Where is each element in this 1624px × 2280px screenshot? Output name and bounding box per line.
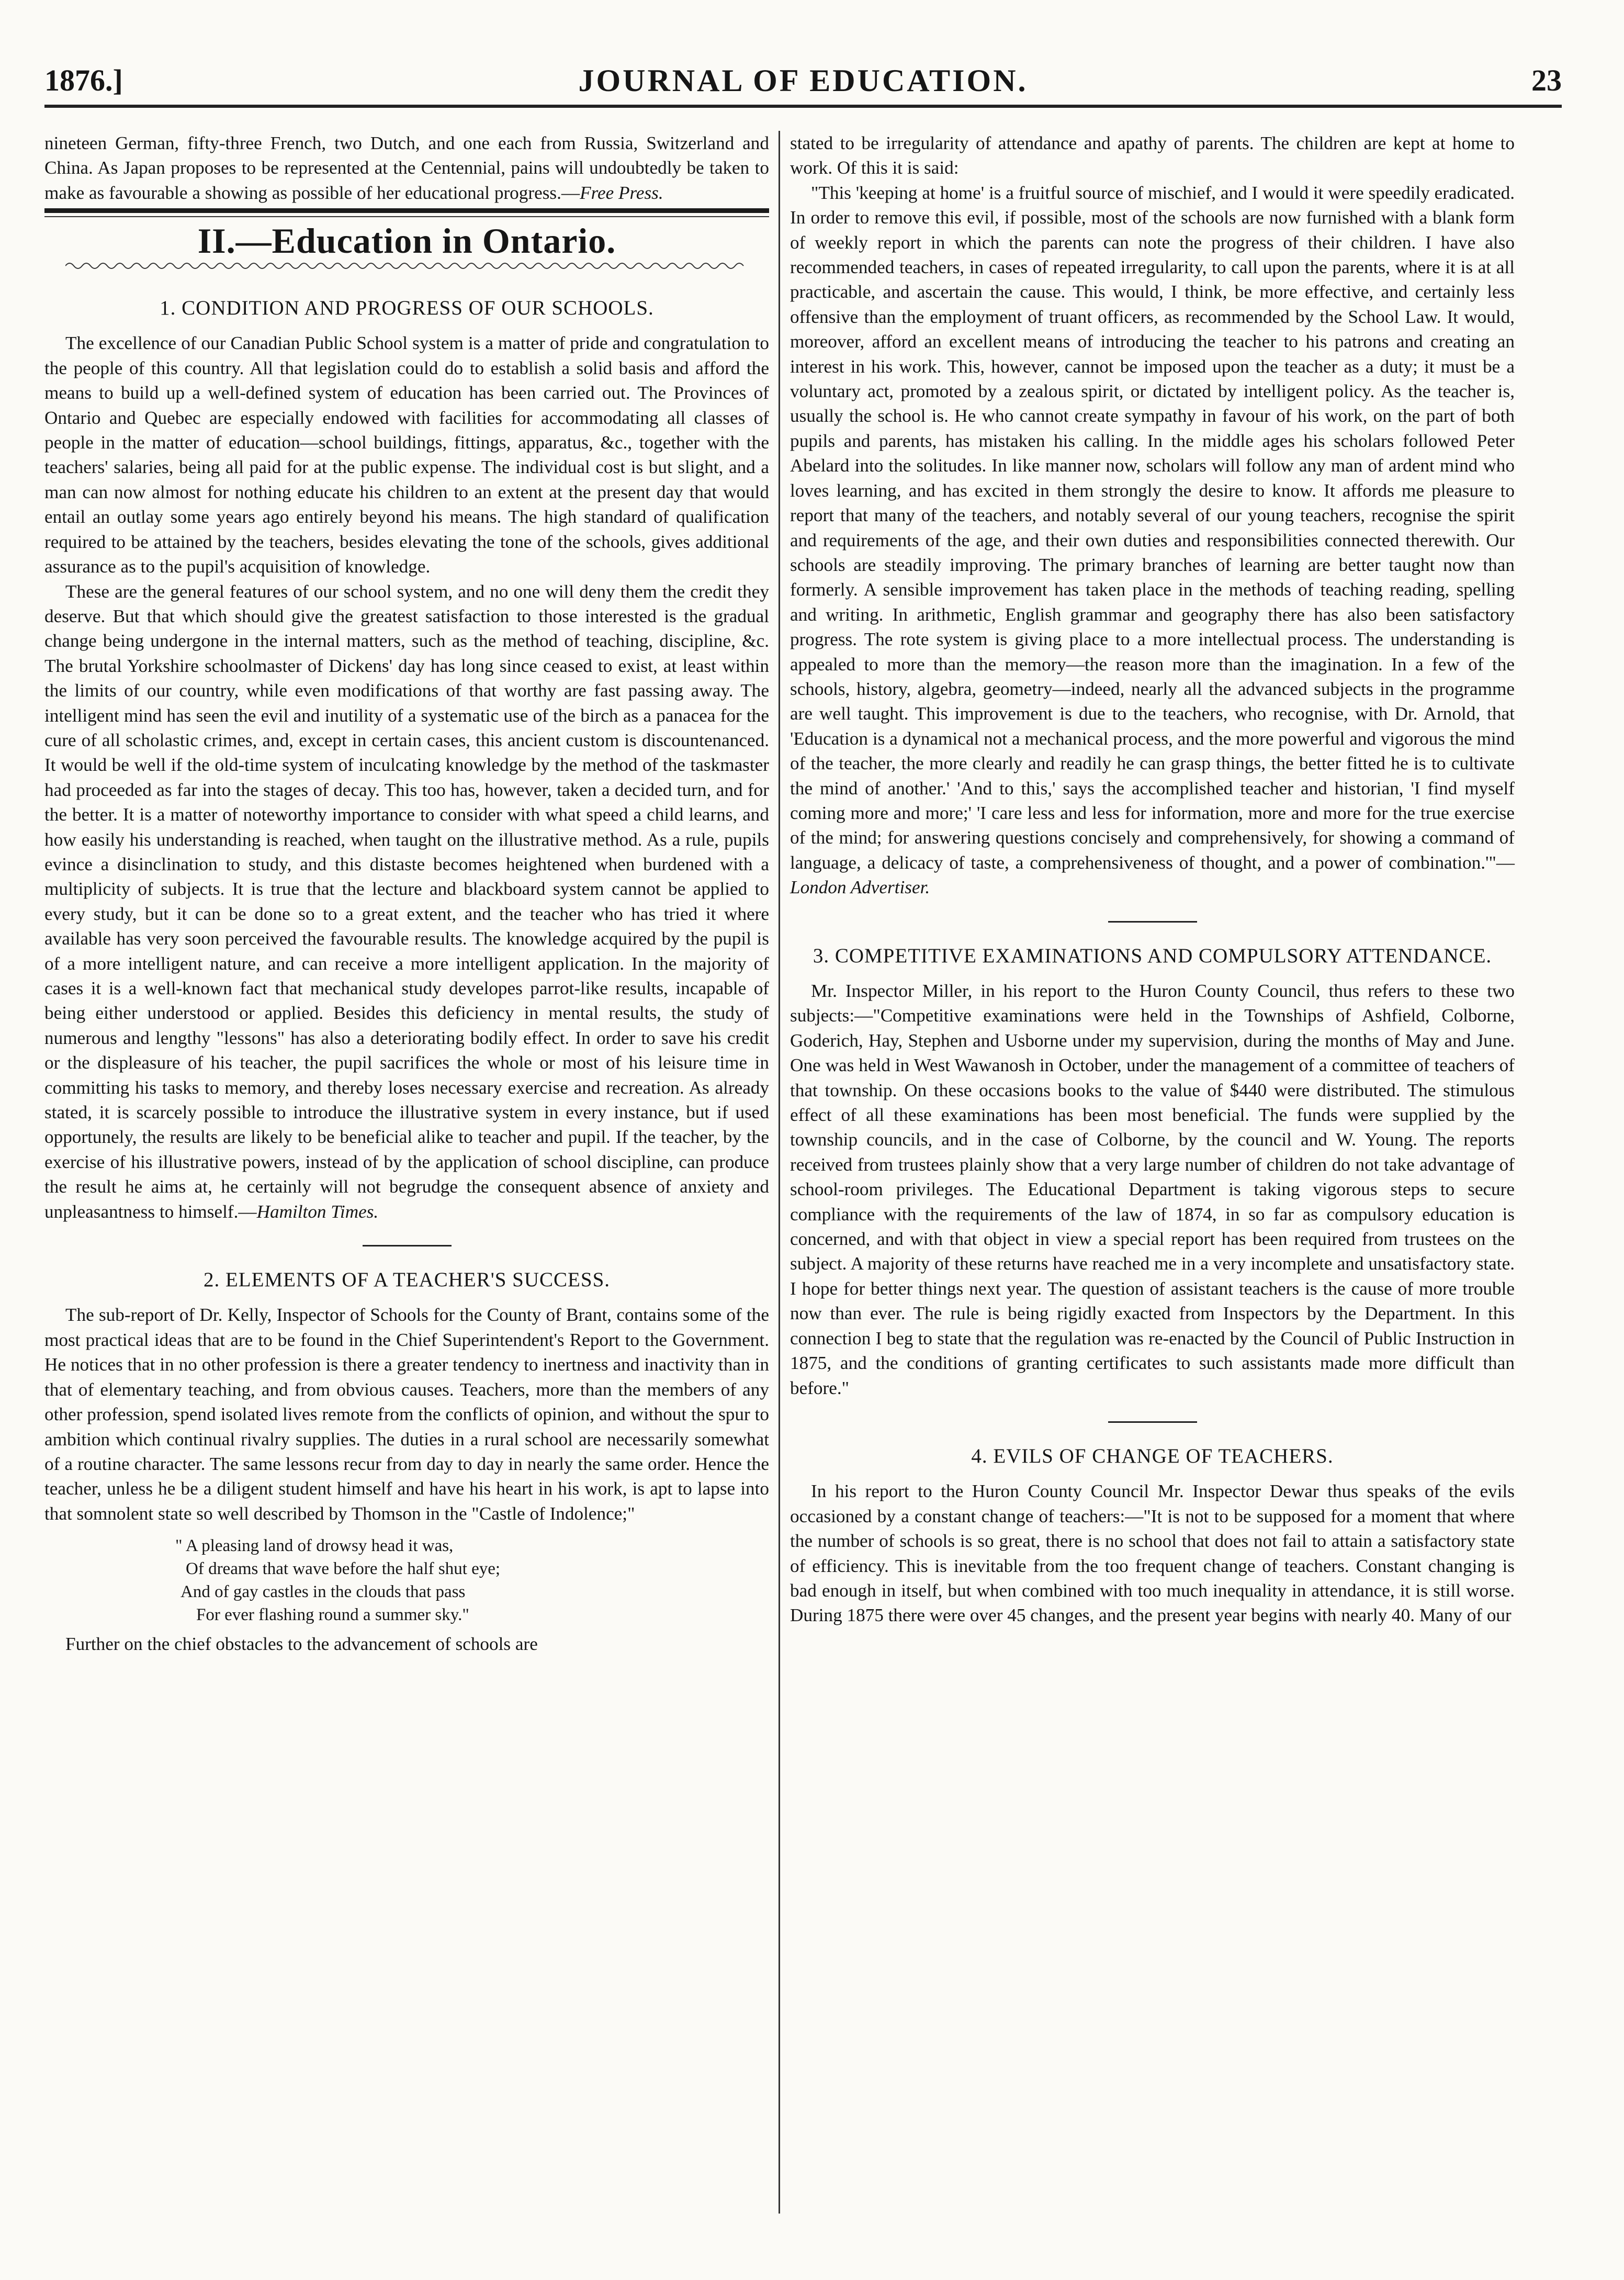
poem-line: Of dreams that wave before the half shut eye; <box>186 1559 501 1579</box>
article1-heading: 1. CONDITION AND PROGRESS OF OUR SCHOOLS. <box>160 297 654 320</box>
poem-quote <box>44 1534 769 1626</box>
article-separator-3 <box>1108 1421 1197 1423</box>
column-divider <box>779 131 780 2214</box>
decorative-wave-rule <box>65 259 748 273</box>
article2-paragraph-2: Further on the chief obstacles to the advancement of schools are <box>65 1634 538 1655</box>
quote-paragraph <box>790 181 1515 900</box>
poem-line: " A pleasing land of drowsy head it was, <box>175 1536 454 1556</box>
continuation-paragraph: stated to be irregularity of attendance and apathy of parents. The children are kept at home to work. Of this it is said: <box>790 133 1515 178</box>
section-rule-thick <box>44 208 769 213</box>
section-rule-thin <box>44 216 769 217</box>
poem-line: And of gay castles in the clouds that pass <box>181 1582 466 1602</box>
poem-line: For ever flashing round a summer sky." <box>196 1605 469 1625</box>
article1-source: Hamilton Times. <box>256 1201 379 1222</box>
intro-source: Free Press. <box>580 182 663 203</box>
article1-paragraph-2 <box>44 579 769 1225</box>
quote-source: London Advertiser. <box>790 877 930 898</box>
article1-paragraph-1: The excellence of our Canadian Public School system is a matter of pride and congratulation to the people of this country. All that legislation could do to establish a solid basis and afford the means to build up a well-defined system of education has been carried out. The Provinces of Ontario and Quebec are especially endowed with facilities for accommodating all classes of people in the matter of education—school buildings, fittings, apparatus, &c., together with the teachers' salaries, being all paid for at the public expense. The individual cost is but slight, and a man can now almost for nothing educate his children to an extent at the present day that would entail an outlay some years ago entirely beyond his means. The high standard of qualification required to be attained by the teachers, besides elevating the tone of the schools, gives additional assurance as to the pupil's acquisition of knowledge. <box>44 333 769 577</box>
right-column <box>790 131 1515 1628</box>
header-year: 1876.] <box>44 63 123 97</box>
article2-paragraph-1: The sub-report of Dr. Kelly, Inspector of Schools for the County of Brant, contains some of the most practical ideas that are to be found in the Chief Superintendent's Report to the Government. He notices that in no other profession is there a greater tendency to inertness and inactivity than in that of elementary teaching, and from obvious causes. Teachers, more than the members of any other profession, spend isolated lives remote from the conflicts of opinion, and without the spur to ambition which continual rivalry supplies. The duties in a rural school are necessarily somewhat of a routine character. The same lessons recur from day to day in nearly the same order. Hence the teacher, unless he be a diligent student himself and have his heart in his work, is apt to lapse into that somnolent state so well described by Thomson in the "Castle of Indolence;" <box>44 1305 769 1524</box>
article-separator-2 <box>1108 921 1197 923</box>
article1-paragraph-2-text: These are the general features of our school system, and no one will deny them the credit they deserve. But that which should give the greatest satisfaction to those interested is the gradual change being undergone in the internal matters, such as the method of teaching, discipline, &c. The brutal Yorkshire schoolmaster of Dickens' day has long since ceased to exist, at least within the limits of our country, while even modifications of that worthy are fast passing away. The intelligent mind has seen the evil and inutility of a systematic use of the birch as a panacea for the cure of all scholastic crimes, and, except in certain cases, this ancient custom is discountenanced. It would be well if the old-time system of inculcating knowledge by the method of the taskmaster had proceeded as far into the stages of decay. This too has, however, taken a decided turn, and for the better. It is a matter of noteworthy importance to consider with what speed a child learns, and how easily his understanding is reached, when taught on the illustrative method. As a rule, pupils evince a disinclination to study, and this distaste becomes heightened when burdened with a multiplicity of subjects. It is true that the lecture and blackboard system cannot be applied to every study, but it can be done so to a great extent, and the teacher who has tried it where available has very soon perceived the favourable results. The knowledge acquired by the pupil is of a more intelligent nature, and can receive a more intelligent application. In the majority of cases it is a well-known fact that mechanical study developes parrot-like results, incapable of being either understood or applied. Besides this deficiency in mental results, the study of numerous and lengthy "lessons" has also a deteriorating bodily effect. In order to save his credit or the displeasure of his teacher, the pupil sacrifices the whole or most of his leisure time in committing his tasks to memory, and thereby loses necessary exercise and recreation. As already stated, it is scarcely possible to introduce the illustrative system in every instance, but if used opportunely, the results are likely to be beneficial alike to teacher and pupil. If the teacher, by the exercise of his illustrative powers, instead of by the application of school discipline, can produce the result he aims at, he certainly will not begrudge the consequent absence of anxiety and unpleasantness to himself.— <box>44 581 769 1222</box>
page-number: 23 <box>1531 63 1562 97</box>
article2-heading: 2. ELEMENTS OF A TEACHER'S SUCCESS. <box>203 1268 611 1291</box>
journal-page <box>44 52 1562 2245</box>
quote-text: "This 'keeping at home' is a fruitful source of mischief, and I would it were speedily eradicated. In order to remove this evil, if possible, most of the schools are now furnished with a blank form of weekly report in which the parents can note the progress of their children. I have also recommended teachers, in cases of repeated irregularity, to call upon the parents, where it is at all practicable, and ascertain the cause. This would, I think, be more effective, and certainly less offensive than the employment of truant officers, as recommended by the School Law. It would, moreover, afford an excellent means of introducing the teacher to his patrons and creating an interest in his work. This, however, cannot be imposed upon the teacher as a duty; it must be a voluntary act, promoted by a zealous spirit, or dictated by intelligent policy. As the teacher is, usually the school is. He who cannot create sympathy in favour of his work, on the part of both pupils and parents, has mistaken his calling. In the middle ages his scholars followed Peter Abelard into the solitudes. In like manner now, scholars will follow any man of ardent mind who loves learning, and has excited in them strongly the desire to know. It affords me pleasure to report that many of the teachers, and notably several of our young teachers, recognise the spirit and requirements of the age, and their own duties and responsibilities connected therewith. Our schools are steadily improving. The primary branches of learning are better taught now than formerly. A sensible improvement has taken place in the methods of teaching reading, spelling and writing. In arithmetic, English grammar and geography there has also been satisfactory progress. The rote system is giving place to a more intellectual process. The understanding is appealed to more than the memory—the reason more than the imagination. In a few of the schools, history, algebra, geometry—indeed, nearly all the advanced subjects in the programme are well taught. This improvement is due to the teachers, who recognise, with Dr. Arnold, that 'Education is a dynamical not a mechanical process, and the more powerful and vigorous the mind of the teacher, the more clearly and readily he can grasp things, the better fitted he is to cultivate the mind of another.' 'And to this,' says the accomplished teacher and historian, 'I find myself coming more and more;' 'I care less and less for information, more and more for the true exercise of the mind; for answering questions concisely and comprehensively, for showing a command of language, a delicacy of taste, a comprehensiveness of thought, and a power of combination.'"— <box>790 182 1515 873</box>
journal-title: JOURNAL OF EDUCATION. <box>578 63 1028 98</box>
article3-heading: 3. COMPETITIVE EXAMINATIONS AND COMPULSORY ATTENDANCE. <box>813 944 1492 967</box>
article-separator-1 <box>363 1245 452 1246</box>
intro-paragraph <box>44 131 769 205</box>
left-column <box>44 131 769 1657</box>
intro-text: nineteen German, fifty-three French, two Dutch, and one each from Russia, Switzerland and China. As Japan proposes to be represented at the Centennial, pains will undoubtedly be taken to make as favourable a showing as possible of her educational progress.— <box>44 133 769 203</box>
article4-paragraph-1: In his report to the Huron County Council Mr. Inspector Dewar thus speaks of the evils occasioned by a constant change of teachers:—"It is not to be supposed for a moment that where the number of schools is so great, there is no school that does not fail to attain a satisfactory state of efficiency. This is inevitable from the too frequent change of teachers. Constant changing is bad enough in itself, but when combined with too much inequality in attendance, it is still worse. During 1875 there were over 45 changes, and the present year begins with nearly 40. Many of our <box>790 1481 1515 1626</box>
section-title: II.—Education in Ontario. <box>197 221 616 261</box>
article4-heading: 4. EVILS OF CHANGE OF TEACHERS. <box>971 1444 1334 1467</box>
header-rule <box>44 105 1562 108</box>
article3-paragraph-1: Mr. Inspector Miller, in his report to the Huron County Council, thus refers to these two subjects:—"Competitive examinations were held in the Townships of Ashfield, Colborne, Goderich, Hay, Stephen and Usborne under my supervision, during the months of May and June. One was held in West Wawanosh in October, under the management of a committee of teachers of that township. On these occasions books to the value of $440 were distributed. The stimulous effect of all these examinations has been most beneficial. The funds were supplied by the township councils, and in the case of Colborne, by the council and W. Young. The reports received from trustees plainly show that a very large number of children do not take advantage of school-room privileges. The Educational Department is taking vigorous steps to secure compliance with the requirements of the law of 1874, in so far as compulsory education is concerned, and with that object in view a special report has been required from trustees on the subject. A majority of these returns have reached me in a very incomplete and unsatisfactory state. I hope for better things next year. The question of assistant teachers is the cause of more trouble now than ever. The rule is being rigidly exacted from Inspectors by the Department. In this connection I beg to state that the regulation was re-enacted by the Council of Public Instruction in 1875, and the conditions of granting certificates to such assistants made more difficult than before." <box>790 981 1515 1398</box>
